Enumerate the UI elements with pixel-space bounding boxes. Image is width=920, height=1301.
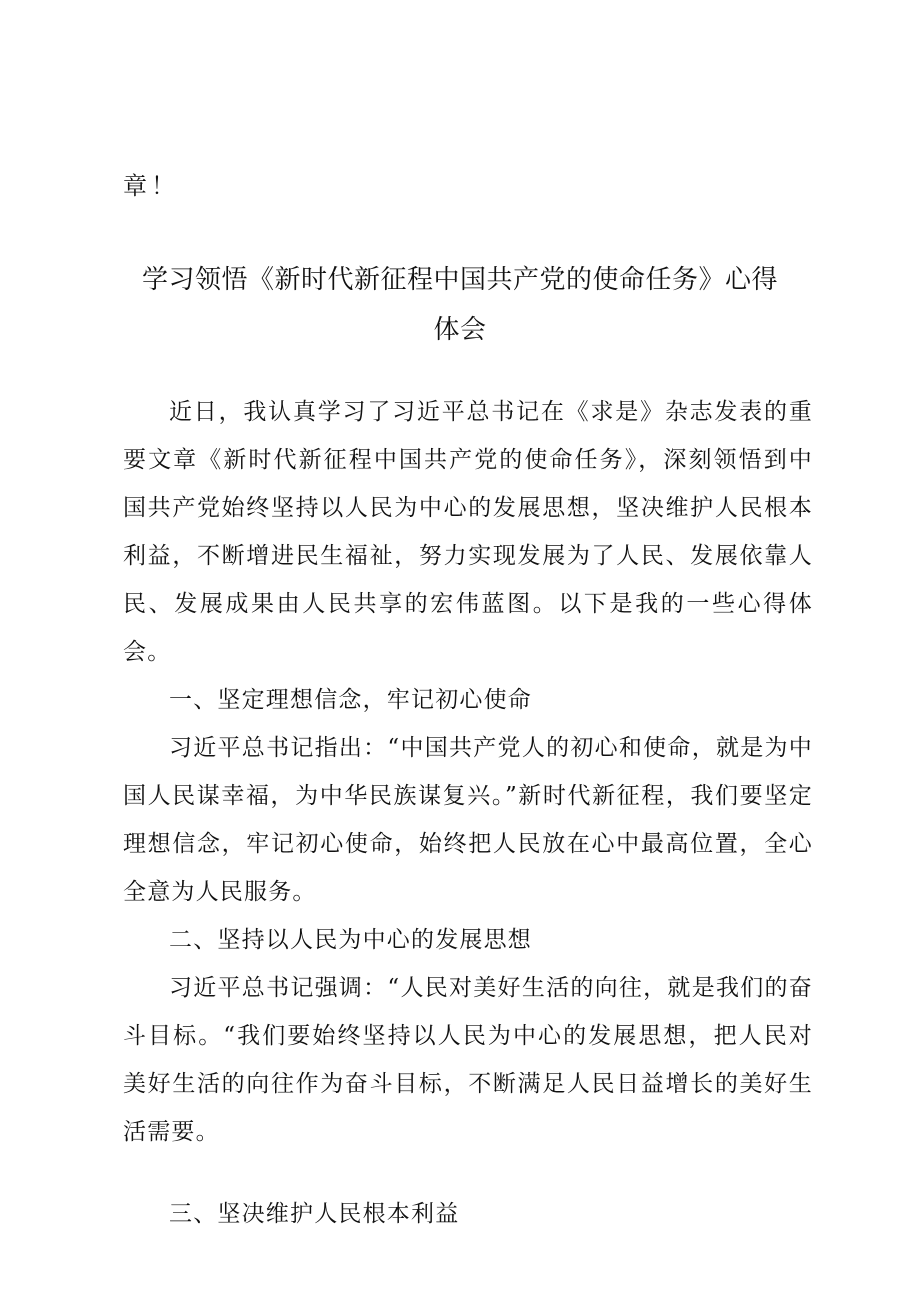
- section-2-paragraph: 习近平总书记强调：“人民对美好生活的向往，就是我们的奋斗目标。“我们要始终坚持以人民为中心的发展思想，把人民对美好生活的向往作为奋斗目标，不断满足人民日益增长的美好生活需要。: [123, 975, 813, 1145]
- document-body: [123, 388, 813, 1238]
- title-line-1: 学习领悟《新时代新征程中国共产党的使命任务》心得: [141, 265, 778, 295]
- section-heading-1: 一、坚定理想信念，牢记初心使命: [169, 687, 532, 713]
- title-line-2: 体会: [433, 315, 487, 345]
- document-title: [110, 255, 810, 355]
- intro-paragraph: 近日，我认真学习了习近平总书记在《求是》杂志发表的重要文章《新时代新征程中国共产党的使命任务》，深刻领悟到中国共产党始终坚持以人民为中心的发展思想，坚决维护人民根本利益，不断增进民生福祉，努力实现发展为了人民、发展依靠人民、发展成果由人民共享的宏伟蓝图。以下是我的一些心得体会。: [123, 399, 813, 665]
- section-heading-2: 二、坚持以人民为中心的发展思想: [169, 927, 532, 953]
- previous-text-fragment: 章！: [123, 172, 179, 200]
- section-heading-3: 三、坚决维护人民根本利益: [169, 1201, 460, 1227]
- paragraph-spacer: [123, 1156, 813, 1190]
- section-1-paragraph: 习近平总书记指出：“中国共产党人的初心和使命，就是为中国人民谋幸福，为中华民族谋复兴。”新时代新征程，我们要坚定理想信念，牢记初心使命，始终把人民放在心中最高位置，全心全意为人民服务。: [123, 735, 813, 905]
